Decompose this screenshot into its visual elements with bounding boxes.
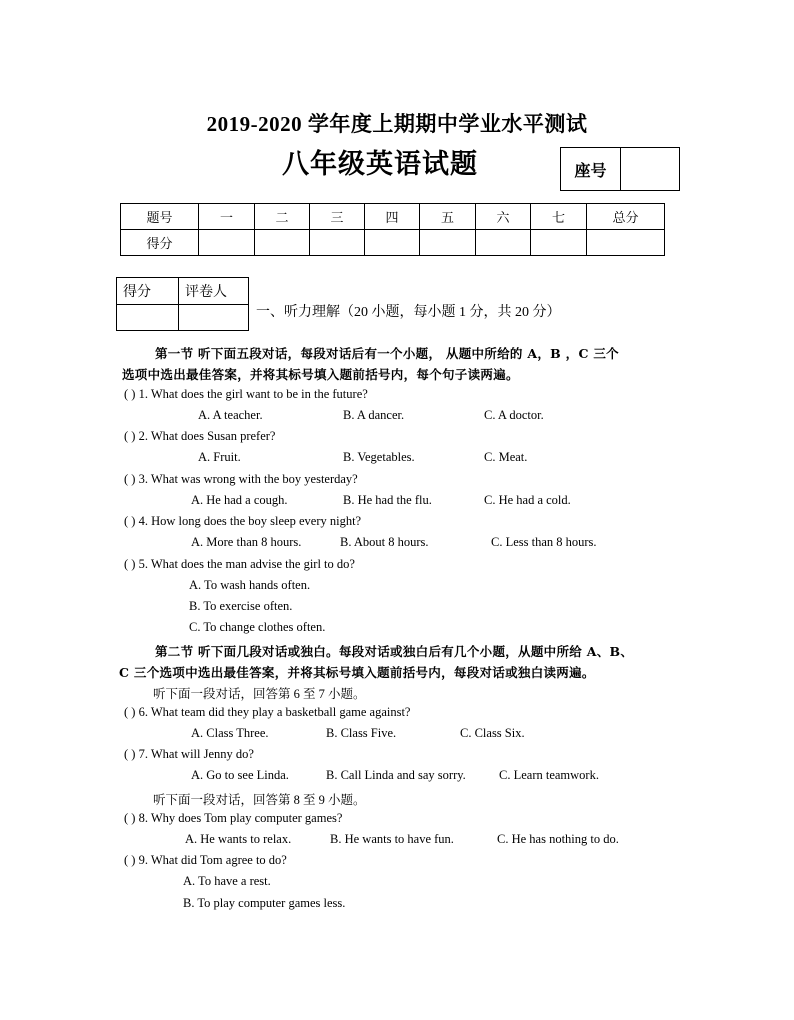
q9-option-a[interactable]: A. To have a rest.: [183, 874, 271, 888]
q4-option-a[interactable]: A. More than 8 hours.: [191, 535, 302, 549]
question-8-stem: ( ) 8. Why does Tom play computer games?: [124, 811, 343, 825]
score-cell[interactable]: [255, 230, 310, 256]
q5-option-c[interactable]: C. To change clothes often.: [189, 620, 326, 634]
q8-option-c[interactable]: C. He has nothing to do.: [497, 832, 619, 846]
score-header-cell: 六: [476, 204, 531, 230]
table-row: [121, 230, 665, 256]
q2-option-b[interactable]: B. Vegetables.: [343, 450, 415, 464]
question-7-stem: ( ) 7. What will Jenny do?: [124, 747, 254, 761]
q3-option-b[interactable]: B. He had the flu.: [343, 493, 432, 507]
exam-subtitle: 八年级英语试题: [282, 149, 478, 180]
score-cell[interactable]: [310, 230, 365, 256]
q4-option-c[interactable]: C. Less than 8 hours.: [491, 535, 597, 549]
q2-option-a[interactable]: A. Fruit.: [198, 450, 241, 464]
score-header-cell: 四: [365, 204, 420, 230]
seat-value-field[interactable]: [621, 148, 680, 191]
grader-score-label: 得分: [117, 278, 179, 305]
score-cell[interactable]: [531, 230, 587, 256]
listening-note-8-9: 听下面一段对话，回答第 8 至 9 小题。: [153, 793, 366, 807]
q2-option-c[interactable]: C. Meat.: [484, 450, 528, 464]
q6-option-c[interactable]: C. Class Six.: [460, 726, 525, 740]
grader-label: 评卷人: [179, 278, 249, 305]
seat-label: 座号: [561, 148, 621, 191]
listening-note-6-7: 听下面一段对话，回答第 6 至 7 小题。: [153, 687, 366, 701]
section2-instruction-line2: C 三个选项中选出最佳答案，并将其标号填入题前括号内，每段对话或独白读两遍。: [119, 665, 595, 680]
score-header-cell: 题号: [121, 204, 199, 230]
score-label-cell: 得分: [121, 230, 199, 256]
q4-option-b[interactable]: B. About 8 hours.: [340, 535, 429, 549]
question-3-stem: ( ) 3. What was wrong with the boy yesterday?: [124, 472, 358, 486]
score-header-cell: 一: [199, 204, 255, 230]
q6-option-a[interactable]: A. Class Three.: [191, 726, 269, 740]
score-header-cell: 总分: [587, 204, 665, 230]
section1-instruction-line2: 选项中选出最佳答案，并将其标号填入题前括号内，每个句子读两遍。: [122, 367, 519, 382]
score-table: [120, 203, 665, 256]
q1-option-a[interactable]: A. A teacher.: [198, 408, 263, 422]
q9-option-b[interactable]: B. To play computer games less.: [183, 896, 346, 910]
exam-title: 2019-2020 学年度上期期中学业水平测试: [206, 112, 588, 136]
score-cell[interactable]: [365, 230, 420, 256]
part1-heading: 一、听力理解（20 小题，每小题 1 分，共 20 分）: [256, 305, 561, 320]
q7-option-a[interactable]: A. Go to see Linda.: [191, 768, 289, 782]
q5-option-b[interactable]: B. To exercise often.: [189, 599, 293, 613]
score-cell[interactable]: [199, 230, 255, 256]
score-cell[interactable]: [587, 230, 665, 256]
grader-name-field[interactable]: [179, 305, 249, 331]
grader-table: [116, 277, 249, 331]
q7-option-c[interactable]: C. Learn teamwork.: [499, 768, 599, 782]
q5-option-a[interactable]: A. To wash hands often.: [189, 578, 311, 592]
q7-option-b[interactable]: B. Call Linda and say sorry.: [326, 768, 466, 782]
q1-option-b[interactable]: B. A dancer.: [343, 408, 405, 422]
score-header-cell: 五: [420, 204, 476, 230]
seat-number-box: [560, 147, 680, 191]
question-5-stem: ( ) 5. What does the man advise the girl to do?: [124, 557, 355, 571]
q6-option-b[interactable]: B. Class Five.: [326, 726, 397, 740]
table-row: [121, 204, 665, 230]
q8-option-a[interactable]: A. He wants to relax.: [185, 832, 292, 846]
question-6-stem: ( ) 6. What team did they play a basketball game against?: [124, 705, 411, 719]
question-1-stem: ( ) 1. What does the girl want to be in the future?: [124, 387, 368, 401]
section1-instruction-line1: 第一节 听下面五段对话，每段对话后有一个小题， 从题中所给的 A，B ，C 三个: [155, 346, 619, 361]
grader-score-field[interactable]: [117, 305, 179, 331]
question-4-stem: ( ) 4. How long does the boy sleep every night?: [124, 514, 362, 528]
question-2-stem: ( ) 2. What does Susan prefer?: [124, 429, 276, 443]
score-header-cell: 三: [310, 204, 365, 230]
score-header-cell: 二: [255, 204, 310, 230]
q3-option-c[interactable]: C. He had a cold.: [484, 493, 571, 507]
question-9-stem: ( ) 9. What did Tom agree to do?: [124, 853, 287, 867]
q1-option-c[interactable]: C. A doctor.: [484, 408, 544, 422]
section2-instruction-line1: 第二节 听下面几段对话或独白。每段对话或独白后有几个小题，从题中所给 A、B、: [155, 644, 634, 659]
q3-option-a[interactable]: A. He had a cough.: [191, 493, 288, 507]
q8-option-b[interactable]: B. He wants to have fun.: [330, 832, 454, 846]
score-cell[interactable]: [420, 230, 476, 256]
score-header-cell: 七: [531, 204, 587, 230]
score-cell[interactable]: [476, 230, 531, 256]
